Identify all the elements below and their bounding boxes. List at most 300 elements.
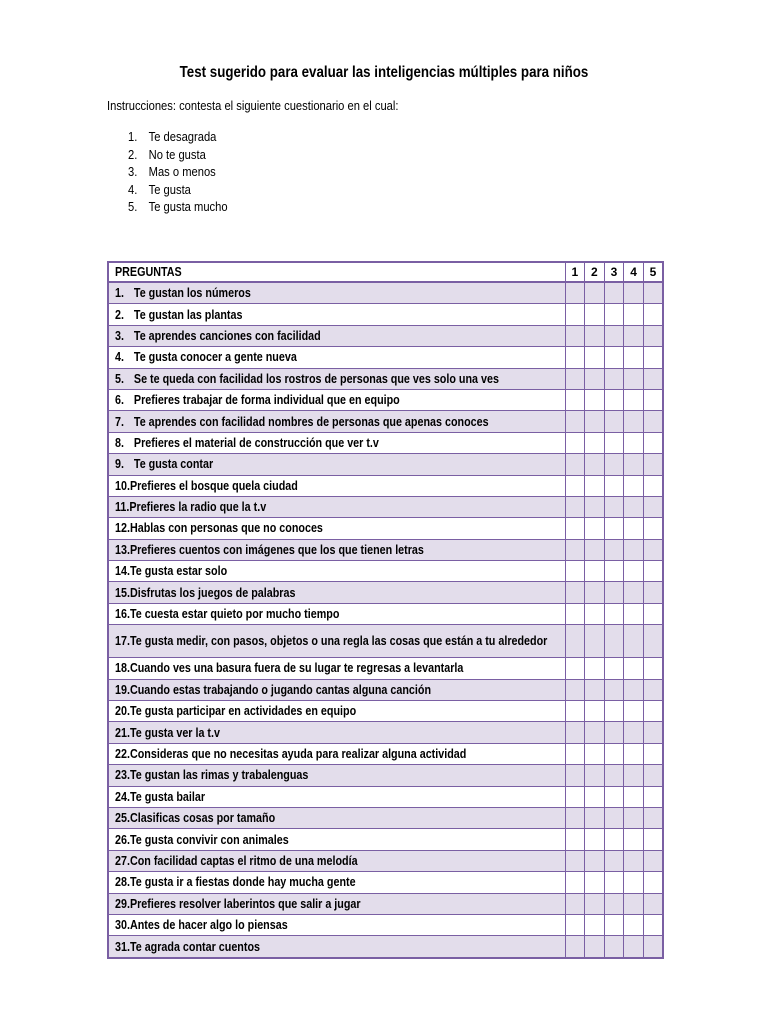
rating-cell-5[interactable] <box>643 389 663 410</box>
question-cell <box>108 743 565 764</box>
question-text: Prefieres resolver laberintos que salir a jugar <box>129 896 361 911</box>
scale-item <box>128 128 228 146</box>
rating-cell-1[interactable] <box>565 368 585 389</box>
rating-cell-4[interactable] <box>624 872 644 893</box>
rating-column-header-2: 2 <box>585 262 605 282</box>
rating-cell-4[interactable] <box>624 765 644 786</box>
rating-cell-2[interactable] <box>585 325 605 346</box>
rating-cell-2[interactable] <box>585 432 605 453</box>
rating-cell-2[interactable] <box>585 389 605 410</box>
question-number: 5. <box>115 371 124 386</box>
rating-cell-3[interactable] <box>604 722 624 743</box>
question-number: 27. <box>115 853 130 868</box>
table-row <box>108 679 663 700</box>
question-number: 25. <box>115 811 130 826</box>
question-cell <box>108 411 565 432</box>
rating-cell-4[interactable] <box>624 389 644 410</box>
table-row <box>108 518 663 539</box>
rating-column-header-3: 3 <box>604 262 624 282</box>
table-header-row <box>108 262 663 282</box>
table-row <box>108 829 663 850</box>
rating-cell-2[interactable] <box>585 603 605 624</box>
table-row <box>108 561 663 582</box>
question-cell <box>108 658 565 679</box>
page-title: Test sugerido para evaluar las inteligencias múltiples para niños <box>179 64 589 81</box>
question-text: Con facilidad captas el ritmo de una melodía <box>129 853 358 868</box>
table-row <box>108 701 663 722</box>
rating-cell-2[interactable] <box>585 786 605 807</box>
rating-cell-2[interactable] <box>585 282 605 304</box>
table-row <box>108 304 663 325</box>
rating-cell-2[interactable] <box>585 625 605 658</box>
question-text: Se te queda con facilidad los rostros de personas que ves solo una ves <box>133 371 499 386</box>
question-text: Cuando ves una basura fuera de su lugar te regresas a levantarla <box>129 661 464 676</box>
rating-cell-5[interactable] <box>643 475 663 496</box>
question-number: 31. <box>115 939 130 954</box>
rating-cell-3[interactable] <box>604 582 624 603</box>
question-text: Prefieres la radio que la t.v <box>129 500 267 515</box>
scale-item <box>128 146 228 164</box>
rating-cell-3[interactable] <box>604 625 624 658</box>
rating-cell-3[interactable] <box>604 679 624 700</box>
rating-cell-3[interactable] <box>604 786 624 807</box>
question-cell <box>108 325 565 346</box>
rating-cell-3[interactable] <box>604 518 624 539</box>
question-number: 20. <box>115 704 130 719</box>
scale-item-number: 1. <box>128 129 138 144</box>
rating-cell-5[interactable] <box>643 914 663 935</box>
rating-cell-1[interactable] <box>565 539 585 560</box>
rating-cell-1[interactable] <box>565 475 585 496</box>
question-cell <box>108 936 565 958</box>
rating-cell-5[interactable] <box>643 518 663 539</box>
rating-cell-2[interactable] <box>585 679 605 700</box>
table-row <box>108 786 663 807</box>
table-row <box>108 872 663 893</box>
scale-item-number: 5. <box>128 199 138 215</box>
rating-cell-5[interactable] <box>643 454 663 475</box>
table-row <box>108 850 663 871</box>
rating-cell-3[interactable] <box>604 304 624 325</box>
rating-cell-2[interactable] <box>585 701 605 722</box>
table-row <box>108 389 663 410</box>
question-cell <box>108 603 565 624</box>
table-row <box>108 432 663 453</box>
rating-cell-3[interactable] <box>604 765 624 786</box>
rating-cell-4[interactable] <box>624 325 644 346</box>
rating-cell-3[interactable] <box>604 432 624 453</box>
rating-cell-5[interactable] <box>643 743 663 764</box>
question-number: 28. <box>115 875 130 890</box>
question-text: Disfrutas los juegos de palabras <box>129 585 296 600</box>
rating-cell-1[interactable] <box>565 432 585 453</box>
table-row <box>108 722 663 743</box>
question-number: 9. <box>115 457 124 472</box>
rating-cell-5[interactable] <box>643 625 663 658</box>
question-text: Te gusta contar <box>133 457 214 472</box>
rating-cell-1[interactable] <box>565 658 585 679</box>
question-number: 7. <box>115 414 124 429</box>
rating-cell-4[interactable] <box>624 282 644 304</box>
question-text: Te aprendes canciones con facilidad <box>133 328 321 343</box>
rating-cell-1[interactable] <box>565 561 585 582</box>
question-number: 11. <box>115 500 130 515</box>
rating-cell-5[interactable] <box>643 582 663 603</box>
rating-cell-2[interactable] <box>585 304 605 325</box>
table-row <box>108 347 663 368</box>
question-text: Te gustan los números <box>133 286 251 301</box>
scale-item <box>128 163 228 181</box>
rating-cell-2[interactable] <box>585 368 605 389</box>
rating-cell-3[interactable] <box>604 936 624 958</box>
rating-cell-1[interactable] <box>565 347 585 368</box>
rating-cell-3[interactable] <box>604 282 624 304</box>
rating-cell-5[interactable] <box>643 701 663 722</box>
question-text: Te gusta participar en actividades en equipo <box>129 704 357 719</box>
rating-cell-2[interactable] <box>585 850 605 871</box>
rating-cell-3[interactable] <box>604 829 624 850</box>
question-number: 23. <box>115 768 130 783</box>
question-number: 15. <box>115 585 130 600</box>
rating-cell-2[interactable] <box>585 411 605 432</box>
question-cell <box>108 765 565 786</box>
table-row <box>108 603 663 624</box>
question-text: Te gusta conocer a gente nueva <box>133 350 297 365</box>
question-text: Consideras que no necesitas ayuda para realizar alguna actividad <box>129 747 467 761</box>
scale-item-label: No te gusta <box>148 146 206 162</box>
rating-cell-1[interactable] <box>565 679 585 700</box>
table-row <box>108 539 663 560</box>
rating-cell-4[interactable] <box>624 347 644 368</box>
rating-cell-1[interactable] <box>565 325 585 346</box>
rating-cell-2[interactable] <box>585 807 605 828</box>
rating-cell-4[interactable] <box>624 368 644 389</box>
rating-cell-4[interactable] <box>624 539 644 560</box>
rating-cell-5[interactable] <box>643 658 663 679</box>
rating-cell-4[interactable] <box>624 475 644 496</box>
question-text: Prefieres cuentos con imágenes que los que tienen letras <box>129 542 424 557</box>
question-cell <box>108 304 565 325</box>
rating-cell-3[interactable] <box>604 914 624 935</box>
rating-cell-5[interactable] <box>643 347 663 368</box>
scale-item-label: Te desagrada <box>148 129 217 144</box>
rating-cell-2[interactable] <box>585 582 605 603</box>
rating-cell-3[interactable] <box>604 347 624 368</box>
rating-cell-5[interactable] <box>643 786 663 807</box>
rating-cell-1[interactable] <box>565 496 585 517</box>
table-row <box>108 625 663 658</box>
rating-cell-1[interactable] <box>565 603 585 624</box>
rating-cell-5[interactable] <box>643 936 663 958</box>
question-cell <box>108 389 565 410</box>
rating-cell-1[interactable] <box>565 807 585 828</box>
rating-cell-3[interactable] <box>604 389 624 410</box>
rating-cell-3[interactable] <box>604 475 624 496</box>
rating-cell-4[interactable] <box>624 518 644 539</box>
question-number: 18. <box>115 661 130 676</box>
questions-table-body <box>108 282 663 958</box>
rating-cell-2[interactable] <box>585 518 605 539</box>
question-number: 30. <box>115 918 130 933</box>
question-text: Te gusta convivir con animales <box>129 832 289 847</box>
rating-cell-1[interactable] <box>565 722 585 743</box>
rating-cell-5[interactable] <box>643 829 663 850</box>
rating-cell-2[interactable] <box>585 743 605 764</box>
table-row <box>108 454 663 475</box>
rating-cell-2[interactable] <box>585 658 605 679</box>
rating-cell-4[interactable] <box>624 829 644 850</box>
scale-item <box>128 181 228 199</box>
rating-cell-3[interactable] <box>604 411 624 432</box>
table-row <box>108 765 663 786</box>
rating-cell-4[interactable] <box>624 625 644 658</box>
question-cell <box>108 850 565 871</box>
rating-cell-1[interactable] <box>565 936 585 958</box>
rating-cell-1[interactable] <box>565 872 585 893</box>
question-cell <box>108 432 565 453</box>
question-cell <box>108 625 565 658</box>
question-cell <box>108 893 565 914</box>
question-cell <box>108 518 565 539</box>
question-text: Prefieres el bosque quela ciudad <box>129 478 298 493</box>
table-row <box>108 582 663 603</box>
rating-cell-4[interactable] <box>624 432 644 453</box>
questions-table <box>107 261 664 959</box>
question-number: 21. <box>115 725 130 740</box>
rating-cell-3[interactable] <box>604 561 624 582</box>
table-row <box>108 658 663 679</box>
rating-cell-4[interactable] <box>624 304 644 325</box>
question-number: 6. <box>115 393 124 408</box>
rating-cell-3[interactable] <box>604 539 624 560</box>
question-text: Te agrada contar cuentos <box>129 939 260 954</box>
question-cell <box>108 368 565 389</box>
question-number: 26. <box>115 832 130 847</box>
rating-cell-3[interactable] <box>604 658 624 679</box>
scale-item <box>128 198 228 216</box>
table-row <box>108 325 663 346</box>
rating-cell-4[interactable] <box>624 893 644 914</box>
question-text: Te gusta bailar <box>129 789 206 804</box>
table-row <box>108 368 663 389</box>
question-cell <box>108 347 565 368</box>
rating-cell-1[interactable] <box>565 582 585 603</box>
question-text: Prefieres trabajar de forma individual que en equipo <box>133 393 400 408</box>
rating-cell-2[interactable] <box>585 496 605 517</box>
rating-cell-2[interactable] <box>585 561 605 582</box>
table-row <box>108 936 663 958</box>
table-row <box>108 807 663 828</box>
rating-cell-1[interactable] <box>565 893 585 914</box>
rating-cell-4[interactable] <box>624 807 644 828</box>
question-number: 4. <box>115 350 124 365</box>
rating-cell-2[interactable] <box>585 829 605 850</box>
scale-item-label: Te gusta mucho <box>148 199 228 215</box>
rating-cell-2[interactable] <box>585 914 605 935</box>
question-cell <box>108 679 565 700</box>
rating-cell-1[interactable] <box>565 454 585 475</box>
rating-cell-3[interactable] <box>604 701 624 722</box>
rating-cell-1[interactable] <box>565 411 585 432</box>
question-cell <box>108 914 565 935</box>
question-text: Prefieres el material de construcción que ver t.v <box>133 435 379 450</box>
table-row <box>108 411 663 432</box>
question-cell <box>108 786 565 807</box>
question-number: 2. <box>115 307 124 322</box>
rating-cell-1[interactable] <box>565 518 585 539</box>
question-text: Te gustan las plantas <box>133 307 243 322</box>
rating-cell-4[interactable] <box>624 454 644 475</box>
rating-cell-4[interactable] <box>624 658 644 679</box>
table-row <box>108 743 663 764</box>
question-text: Te cuesta estar quieto por mucho tiempo <box>129 607 340 622</box>
rating-cell-2[interactable] <box>585 765 605 786</box>
question-number: 24. <box>115 789 130 804</box>
rating-cell-3[interactable] <box>604 743 624 764</box>
rating-cell-4[interactable] <box>624 701 644 722</box>
question-cell <box>108 496 565 517</box>
rating-column-header-1: 1 <box>565 262 585 282</box>
rating-cell-4[interactable] <box>624 850 644 871</box>
rating-cell-2[interactable] <box>585 936 605 958</box>
question-cell <box>108 872 565 893</box>
table-row <box>108 282 663 304</box>
rating-cell-3[interactable] <box>604 603 624 624</box>
rating-cell-4[interactable] <box>624 743 644 764</box>
rating-cell-5[interactable] <box>643 872 663 893</box>
question-number: 22. <box>115 747 130 761</box>
rating-cell-1[interactable] <box>565 914 585 935</box>
rating-cell-1[interactable] <box>565 389 585 410</box>
question-cell <box>108 722 565 743</box>
rating-cell-1[interactable] <box>565 282 585 304</box>
question-text: Clasificas cosas por tamaño <box>129 811 276 826</box>
question-number: 3. <box>115 328 124 343</box>
rating-column-header-4: 4 <box>624 262 644 282</box>
table-row <box>108 893 663 914</box>
question-cell <box>108 807 565 828</box>
scale-item-number: 3. <box>128 164 138 180</box>
rating-cell-3[interactable] <box>604 325 624 346</box>
question-cell <box>108 475 565 496</box>
rating-cell-4[interactable] <box>624 603 644 624</box>
rating-cell-3[interactable] <box>604 807 624 828</box>
rating-cell-4[interactable] <box>624 679 644 700</box>
question-number: 17. <box>115 634 130 649</box>
rating-cell-5[interactable] <box>643 432 663 453</box>
rating-cell-1[interactable] <box>565 765 585 786</box>
rating-cell-5[interactable] <box>643 850 663 871</box>
question-text: Te gusta ir a fiestas donde hay mucha gente <box>129 875 356 890</box>
rating-cell-5[interactable] <box>643 282 663 304</box>
questions-column-header: PREGUNTAS <box>108 262 565 282</box>
rating-cell-3[interactable] <box>604 368 624 389</box>
question-number: 13. <box>115 542 130 557</box>
question-number: 10. <box>115 478 130 493</box>
question-cell <box>108 582 565 603</box>
question-cell <box>108 829 565 850</box>
question-cell <box>108 454 565 475</box>
rating-cell-4[interactable] <box>624 496 644 517</box>
scale-item-label: Te gusta <box>148 181 191 197</box>
rating-cell-5[interactable] <box>643 603 663 624</box>
rating-cell-4[interactable] <box>624 936 644 958</box>
question-text: Te gusta ver la t.v <box>129 725 220 740</box>
rating-cell-5[interactable] <box>643 411 663 432</box>
question-number: 8. <box>115 435 124 450</box>
rating-cell-2[interactable] <box>585 539 605 560</box>
rating-cell-2[interactable] <box>585 722 605 743</box>
rating-cell-1[interactable] <box>565 786 585 807</box>
scale-item-number: 2. <box>128 146 138 162</box>
question-text: Te aprendes con facilidad nombres de personas que apenas conoces <box>133 414 489 429</box>
rating-scale-list <box>128 128 244 216</box>
question-number: 1. <box>115 286 124 301</box>
rating-cell-5[interactable] <box>643 539 663 560</box>
rating-cell-1[interactable] <box>565 829 585 850</box>
rating-cell-2[interactable] <box>585 454 605 475</box>
rating-cell-4[interactable] <box>624 722 644 743</box>
rating-cell-3[interactable] <box>604 850 624 871</box>
question-text: Te gusta medir, con pasos, objetos o una regla las cosas que están a tu alrededor <box>129 634 548 649</box>
rating-cell-2[interactable] <box>585 475 605 496</box>
question-number: 29. <box>115 896 130 911</box>
rating-cell-5[interactable] <box>643 561 663 582</box>
rating-cell-1[interactable] <box>565 743 585 764</box>
rating-cell-5[interactable] <box>643 765 663 786</box>
rating-cell-5[interactable] <box>643 304 663 325</box>
rating-cell-4[interactable] <box>624 786 644 807</box>
scale-item-number: 4. <box>128 181 138 197</box>
question-cell <box>108 701 565 722</box>
rating-cell-5[interactable] <box>643 679 663 700</box>
rating-cell-3[interactable] <box>604 454 624 475</box>
rating-cell-3[interactable] <box>604 496 624 517</box>
question-text: Antes de hacer algo lo piensas <box>129 918 288 933</box>
rating-cell-5[interactable] <box>643 893 663 914</box>
question-number: 16. <box>115 607 130 622</box>
scale-item-label: Mas o menos <box>148 164 216 180</box>
table-row <box>108 496 663 517</box>
rating-cell-3[interactable] <box>604 893 624 914</box>
question-text: Te gusta estar solo <box>129 564 228 579</box>
table-row <box>108 475 663 496</box>
table-row <box>108 914 663 935</box>
rating-cell-3[interactable] <box>604 872 624 893</box>
rating-cell-4[interactable] <box>624 914 644 935</box>
rating-cell-5[interactable] <box>643 368 663 389</box>
rating-cell-5[interactable] <box>643 807 663 828</box>
question-text: Cuando estas trabajando o jugando cantas alguna canción <box>129 682 432 697</box>
question-text: Te gustan las rimas y trabalenguas <box>129 768 309 783</box>
question-number: 19. <box>115 682 130 697</box>
rating-cell-4[interactable] <box>624 411 644 432</box>
question-number: 14. <box>115 564 130 579</box>
rating-cell-1[interactable] <box>565 850 585 871</box>
question-number: 12. <box>115 521 130 536</box>
rating-cell-5[interactable] <box>643 325 663 346</box>
rating-cell-2[interactable] <box>585 872 605 893</box>
rating-cell-4[interactable] <box>624 582 644 603</box>
rating-cell-2[interactable] <box>585 347 605 368</box>
rating-cell-1[interactable] <box>565 304 585 325</box>
rating-cell-5[interactable] <box>643 496 663 517</box>
rating-cell-4[interactable] <box>624 561 644 582</box>
rating-cell-5[interactable] <box>643 722 663 743</box>
rating-cell-1[interactable] <box>565 701 585 722</box>
question-cell <box>108 539 565 560</box>
rating-cell-2[interactable] <box>585 893 605 914</box>
